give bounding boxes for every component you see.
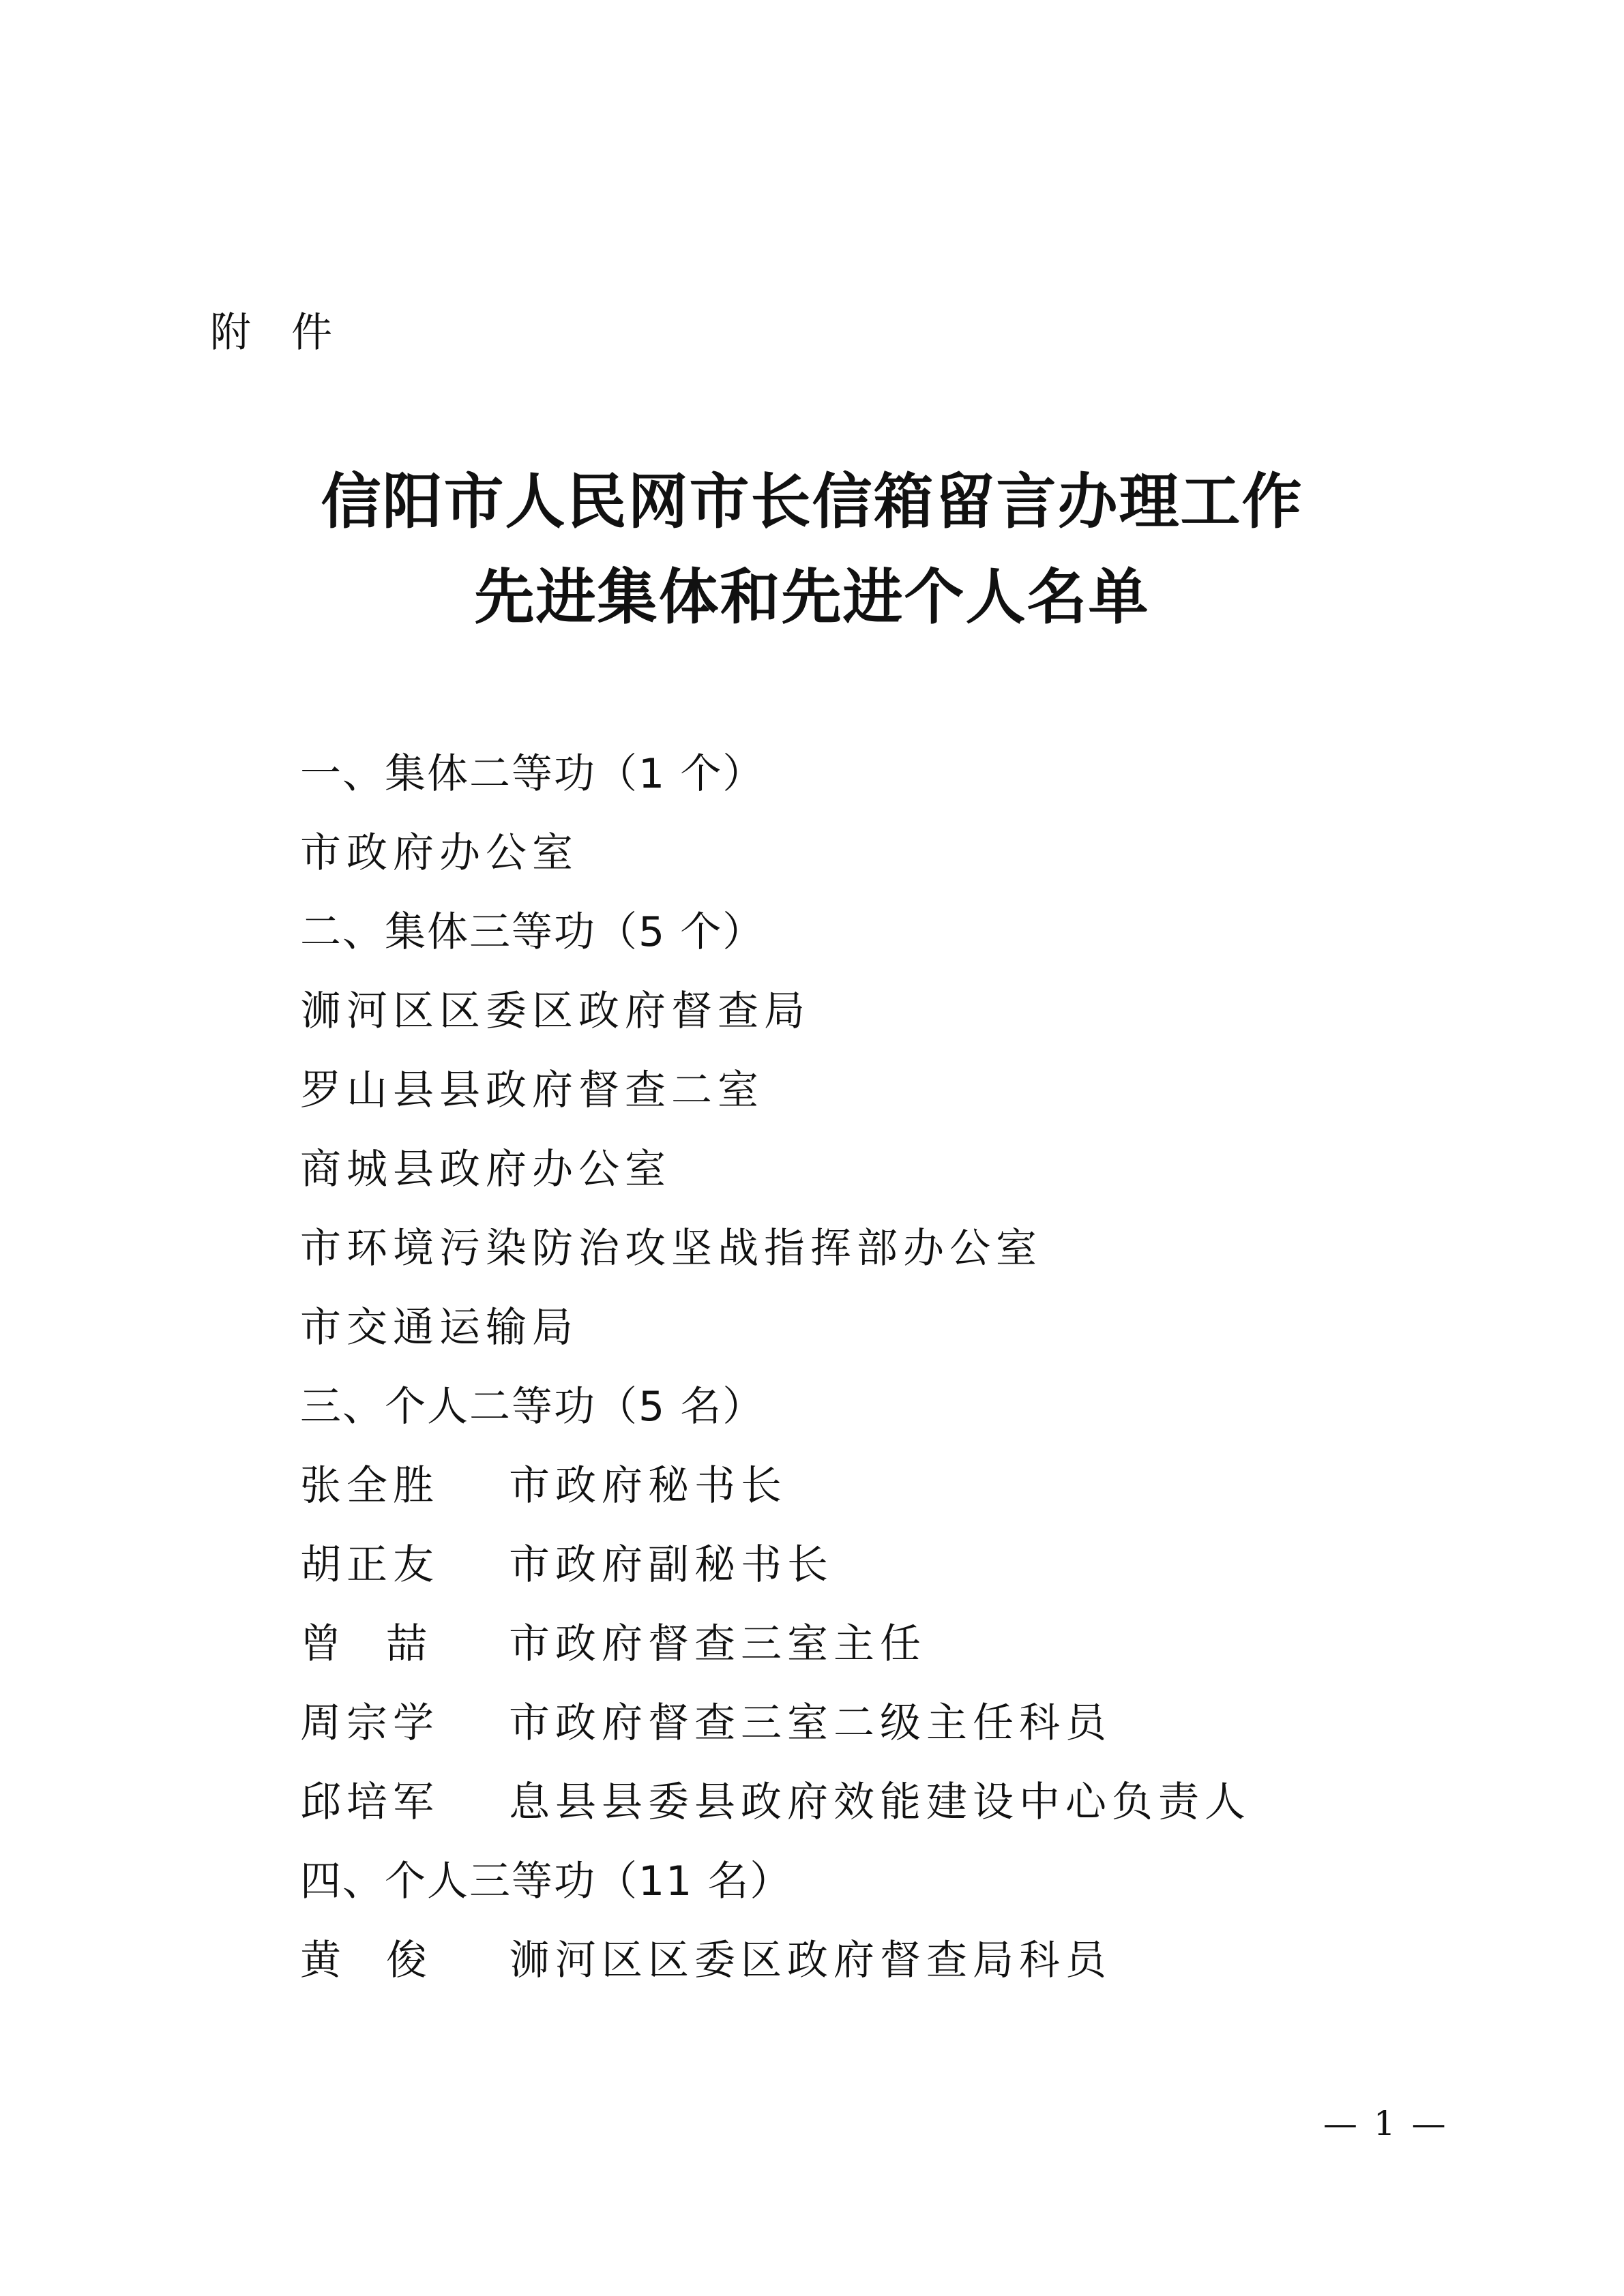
person-row (300, 1918, 1501, 1997)
list-item: 市环境污染防治攻坚战指挥部办公室 (300, 1225, 1042, 1272)
section-heading-individual-second-class: 三、个人二等功（5 名） (300, 1383, 765, 1431)
page-number: — 1 — (1323, 2104, 1449, 2143)
person-row (300, 1522, 1501, 1601)
section-heading-individual-third-class: 四、个人三等功（11 名） (300, 1858, 793, 1905)
person-row (300, 1601, 1501, 1680)
person-row (300, 1443, 1501, 1522)
person-role: 市政府督查三室主任 (509, 1620, 926, 1668)
person-name: 周宗学 (300, 1699, 439, 1747)
person-role: 市政府督查三室二级主任科员 (509, 1699, 1112, 1747)
person-name: 曾喆 (300, 1620, 472, 1668)
person-role: 浉河区区委区政府督查局科员 (509, 1937, 1112, 1984)
person-name: 邱培军 (300, 1778, 439, 1826)
person-role: 市政府秘书长 (509, 1462, 787, 1510)
person-role: 息县县委县政府效能建设中心负责人 (509, 1778, 1251, 1826)
list-item: 市政府办公室 (300, 829, 578, 877)
person-name: 黄俊 (300, 1937, 472, 1984)
document-title-line-1: 信阳市人民网市长信箱留言办理工作 (321, 466, 1303, 537)
list-item: 商城县政府办公室 (300, 1146, 671, 1193)
section-heading-collective-third-class: 二、集体三等功（5 个） (300, 908, 765, 956)
person-role: 市政府副秘书长 (509, 1541, 833, 1589)
section-heading-collective-second-class: 一、集体二等功（1 个） (300, 750, 765, 798)
list-item: 浉河区区委区政府督查局 (300, 987, 810, 1035)
list-item: 罗山县县政府督查二室 (300, 1067, 764, 1114)
document-title-line-2: 先进集体和先进个人名单 (474, 561, 1150, 632)
person-row (300, 1759, 1501, 1838)
person-row (300, 1680, 1501, 1759)
honor-list (300, 731, 1501, 1997)
person-name: 张全胜 (300, 1462, 439, 1510)
list-item: 市交通运输局 (300, 1304, 578, 1352)
attachment-label: 附 件 (210, 309, 346, 357)
person-name: 胡正友 (300, 1541, 439, 1589)
